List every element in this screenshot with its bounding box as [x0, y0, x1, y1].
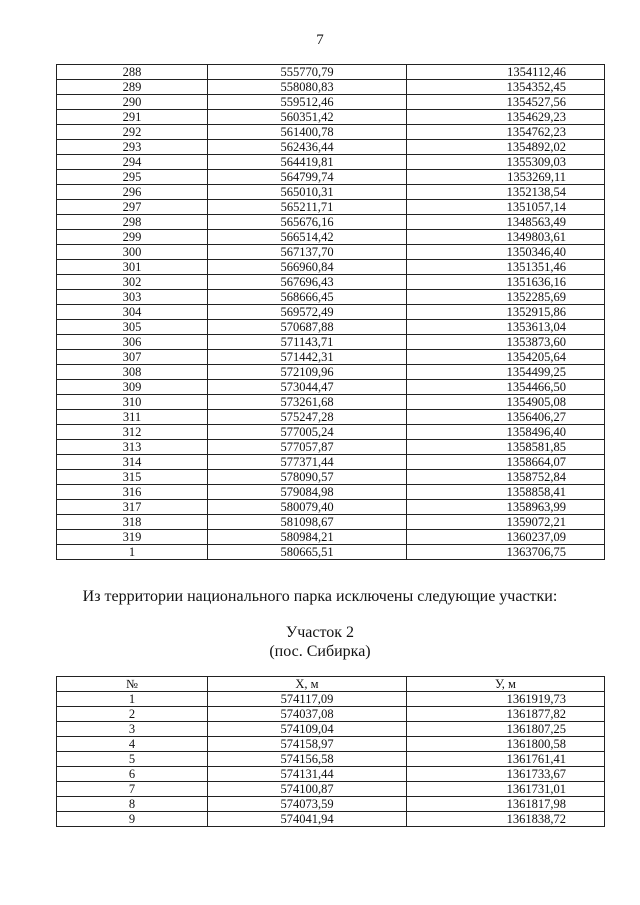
x-coordinate: 574073,59 — [208, 797, 407, 812]
point-number: 314 — [57, 455, 208, 470]
point-number: 318 — [57, 515, 208, 530]
point-number: 3 — [57, 722, 208, 737]
y-coordinate: 1351636,16 — [407, 275, 605, 290]
x-coordinate: 580079,40 — [208, 500, 407, 515]
x-coordinate: 573261,68 — [208, 395, 407, 410]
x-coordinate: 573044,47 — [208, 380, 407, 395]
header-x: X, м — [208, 677, 407, 692]
table-row — [57, 752, 605, 767]
table-row — [57, 545, 605, 560]
point-number: 315 — [57, 470, 208, 485]
table-row — [57, 395, 605, 410]
point-number: 1 — [57, 545, 208, 560]
y-coordinate: 1363706,75 — [407, 545, 605, 560]
point-number: 308 — [57, 365, 208, 380]
point-number: 306 — [57, 335, 208, 350]
x-coordinate: 574109,04 — [208, 722, 407, 737]
y-coordinate: 1352915,86 — [407, 305, 605, 320]
x-coordinate: 567696,43 — [208, 275, 407, 290]
point-number: 300 — [57, 245, 208, 260]
y-coordinate: 1354527,56 — [407, 95, 605, 110]
x-coordinate: 580984,21 — [208, 530, 407, 545]
y-coordinate: 1352138,54 — [407, 185, 605, 200]
plot-title: Участок 2 — [285, 624, 355, 641]
y-coordinate: 1348563,49 — [407, 215, 605, 230]
y-coordinate: 1352285,69 — [407, 290, 605, 305]
y-coordinate: 1354352,45 — [407, 80, 605, 95]
y-coordinate: 1353613,04 — [407, 320, 605, 335]
y-coordinate: 1358858,41 — [407, 485, 605, 500]
table-header-row — [57, 677, 605, 692]
y-coordinate: 1358496,40 — [407, 425, 605, 440]
y-coordinate: 1361877,82 — [407, 707, 605, 722]
table-row — [57, 65, 605, 80]
x-coordinate: 566960,84 — [208, 260, 407, 275]
y-coordinate: 1353873,60 — [407, 335, 605, 350]
point-number: 290 — [57, 95, 208, 110]
point-number: 304 — [57, 305, 208, 320]
y-coordinate: 1358664,07 — [407, 455, 605, 470]
table-row — [57, 530, 605, 545]
y-coordinate: 1354629,23 — [407, 110, 605, 125]
point-number: 297 — [57, 200, 208, 215]
point-number: 312 — [57, 425, 208, 440]
y-coordinate: 1358752,84 — [407, 470, 605, 485]
x-coordinate: 577005,24 — [208, 425, 407, 440]
x-coordinate: 577371,44 — [208, 455, 407, 470]
table-row — [57, 320, 605, 335]
x-coordinate: 572109,96 — [208, 365, 407, 380]
x-coordinate: 577057,87 — [208, 440, 407, 455]
table-row — [57, 200, 605, 215]
point-number: 289 — [57, 80, 208, 95]
point-number: 4 — [57, 737, 208, 752]
y-coordinate: 1361838,72 — [407, 812, 605, 827]
point-number: 5 — [57, 752, 208, 767]
point-number: 303 — [57, 290, 208, 305]
page-number: 7 — [316, 32, 324, 48]
point-number: 1 — [57, 692, 208, 707]
table-row — [57, 782, 605, 797]
y-coordinate: 1356406,27 — [407, 410, 605, 425]
x-coordinate: 574156,58 — [208, 752, 407, 767]
x-coordinate: 561400,78 — [208, 125, 407, 140]
table-row — [57, 515, 605, 530]
x-coordinate: 569572,49 — [208, 305, 407, 320]
point-number: 291 — [57, 110, 208, 125]
table-row — [57, 470, 605, 485]
table-row — [57, 440, 605, 455]
y-coordinate: 1361807,25 — [407, 722, 605, 737]
table-row — [57, 692, 605, 707]
x-coordinate: 558080,83 — [208, 80, 407, 95]
x-coordinate: 565010,31 — [208, 185, 407, 200]
table-row — [57, 812, 605, 827]
excluded-plots-statement: Из территории национального парка исключены следующие участки: — [82, 588, 558, 605]
x-coordinate: 571442,31 — [208, 350, 407, 365]
point-number: 311 — [57, 410, 208, 425]
point-number: 2 — [57, 707, 208, 722]
table-row — [57, 335, 605, 350]
y-coordinate: 1359072,21 — [407, 515, 605, 530]
table-row — [57, 185, 605, 200]
header-number: № — [57, 677, 208, 692]
x-coordinate: 581098,67 — [208, 515, 407, 530]
point-number: 6 — [57, 767, 208, 782]
y-coordinate: 1358581,85 — [407, 440, 605, 455]
x-coordinate: 565211,71 — [208, 200, 407, 215]
y-coordinate: 1349803,61 — [407, 230, 605, 245]
y-coordinate: 1354762,23 — [407, 125, 605, 140]
table-row — [57, 707, 605, 722]
y-coordinate: 1354466,50 — [407, 380, 605, 395]
table-row — [57, 455, 605, 470]
table-row — [57, 80, 605, 95]
table-row — [57, 380, 605, 395]
x-coordinate: 562436,44 — [208, 140, 407, 155]
point-number: 305 — [57, 320, 208, 335]
y-coordinate: 1361733,67 — [407, 767, 605, 782]
x-coordinate: 575247,28 — [208, 410, 407, 425]
point-number: 309 — [57, 380, 208, 395]
x-coordinate: 564799,74 — [208, 170, 407, 185]
coordinates-table — [56, 64, 605, 560]
table-row — [57, 245, 605, 260]
x-coordinate: 574131,44 — [208, 767, 407, 782]
table-row — [57, 722, 605, 737]
point-number: 317 — [57, 500, 208, 515]
x-coordinate: 559512,46 — [208, 95, 407, 110]
point-number: 288 — [57, 65, 208, 80]
y-coordinate: 1350346,40 — [407, 245, 605, 260]
y-coordinate: 1360237,09 — [407, 530, 605, 545]
point-number: 307 — [57, 350, 208, 365]
y-coordinate: 1354205,64 — [407, 350, 605, 365]
x-coordinate: 555770,79 — [208, 65, 407, 80]
table-row — [57, 140, 605, 155]
y-coordinate: 1354905,08 — [407, 395, 605, 410]
point-number: 299 — [57, 230, 208, 245]
point-number: 7 — [57, 782, 208, 797]
table-row — [57, 500, 605, 515]
point-number: 293 — [57, 140, 208, 155]
y-coordinate: 1351351,46 — [407, 260, 605, 275]
point-number: 294 — [57, 155, 208, 170]
table-row — [57, 365, 605, 380]
x-coordinate: 579084,98 — [208, 485, 407, 500]
point-number: 296 — [57, 185, 208, 200]
table-row — [57, 737, 605, 752]
x-coordinate: 567137,70 — [208, 245, 407, 260]
point-number: 298 — [57, 215, 208, 230]
point-number: 9 — [57, 812, 208, 827]
y-coordinate: 1354892,02 — [407, 140, 605, 155]
table-row — [57, 170, 605, 185]
y-coordinate: 1351057,14 — [407, 200, 605, 215]
table-row — [57, 110, 605, 125]
plot-subtitle: (пос. Сибирка) — [269, 643, 371, 660]
point-number: 313 — [57, 440, 208, 455]
table-row — [57, 155, 605, 170]
header-y: У, м — [407, 677, 605, 692]
point-number: 292 — [57, 125, 208, 140]
point-number: 319 — [57, 530, 208, 545]
y-coordinate: 1361761,41 — [407, 752, 605, 767]
point-number: 295 — [57, 170, 208, 185]
table-row — [57, 797, 605, 812]
point-number: 8 — [57, 797, 208, 812]
table-row — [57, 275, 605, 290]
y-coordinate: 1361731,01 — [407, 782, 605, 797]
y-coordinate: 1361919,73 — [407, 692, 605, 707]
y-coordinate: 1355309,03 — [407, 155, 605, 170]
y-coordinate: 1361800,58 — [407, 737, 605, 752]
y-coordinate: 1361817,98 — [407, 797, 605, 812]
y-coordinate: 1358963,99 — [407, 500, 605, 515]
point-number: 301 — [57, 260, 208, 275]
table-row — [57, 485, 605, 500]
table-row — [57, 290, 605, 305]
x-coordinate: 574041,94 — [208, 812, 407, 827]
table-row — [57, 125, 605, 140]
point-number: 310 — [57, 395, 208, 410]
x-coordinate: 565676,16 — [208, 215, 407, 230]
x-coordinate: 570687,88 — [208, 320, 407, 335]
x-coordinate: 574158,97 — [208, 737, 407, 752]
x-coordinate: 566514,42 — [208, 230, 407, 245]
table-row — [57, 95, 605, 110]
table-row — [57, 230, 605, 245]
x-coordinate: 574100,87 — [208, 782, 407, 797]
x-coordinate: 560351,42 — [208, 110, 407, 125]
y-coordinate: 1354499,25 — [407, 365, 605, 380]
point-number: 316 — [57, 485, 208, 500]
x-coordinate: 564419,81 — [208, 155, 407, 170]
x-coordinate: 580665,51 — [208, 545, 407, 560]
table-row — [57, 260, 605, 275]
table-row — [57, 215, 605, 230]
x-coordinate: 574037,08 — [208, 707, 407, 722]
y-coordinate: 1353269,11 — [407, 170, 605, 185]
x-coordinate: 574117,09 — [208, 692, 407, 707]
point-number: 302 — [57, 275, 208, 290]
y-coordinate: 1354112,46 — [407, 65, 605, 80]
table-row — [57, 425, 605, 440]
x-coordinate: 571143,71 — [208, 335, 407, 350]
plot-coordinates-table — [56, 676, 605, 827]
table-row — [57, 410, 605, 425]
table-row — [57, 767, 605, 782]
table-row — [57, 305, 605, 320]
x-coordinate: 578090,57 — [208, 470, 407, 485]
x-coordinate: 568666,45 — [208, 290, 407, 305]
table-row — [57, 350, 605, 365]
